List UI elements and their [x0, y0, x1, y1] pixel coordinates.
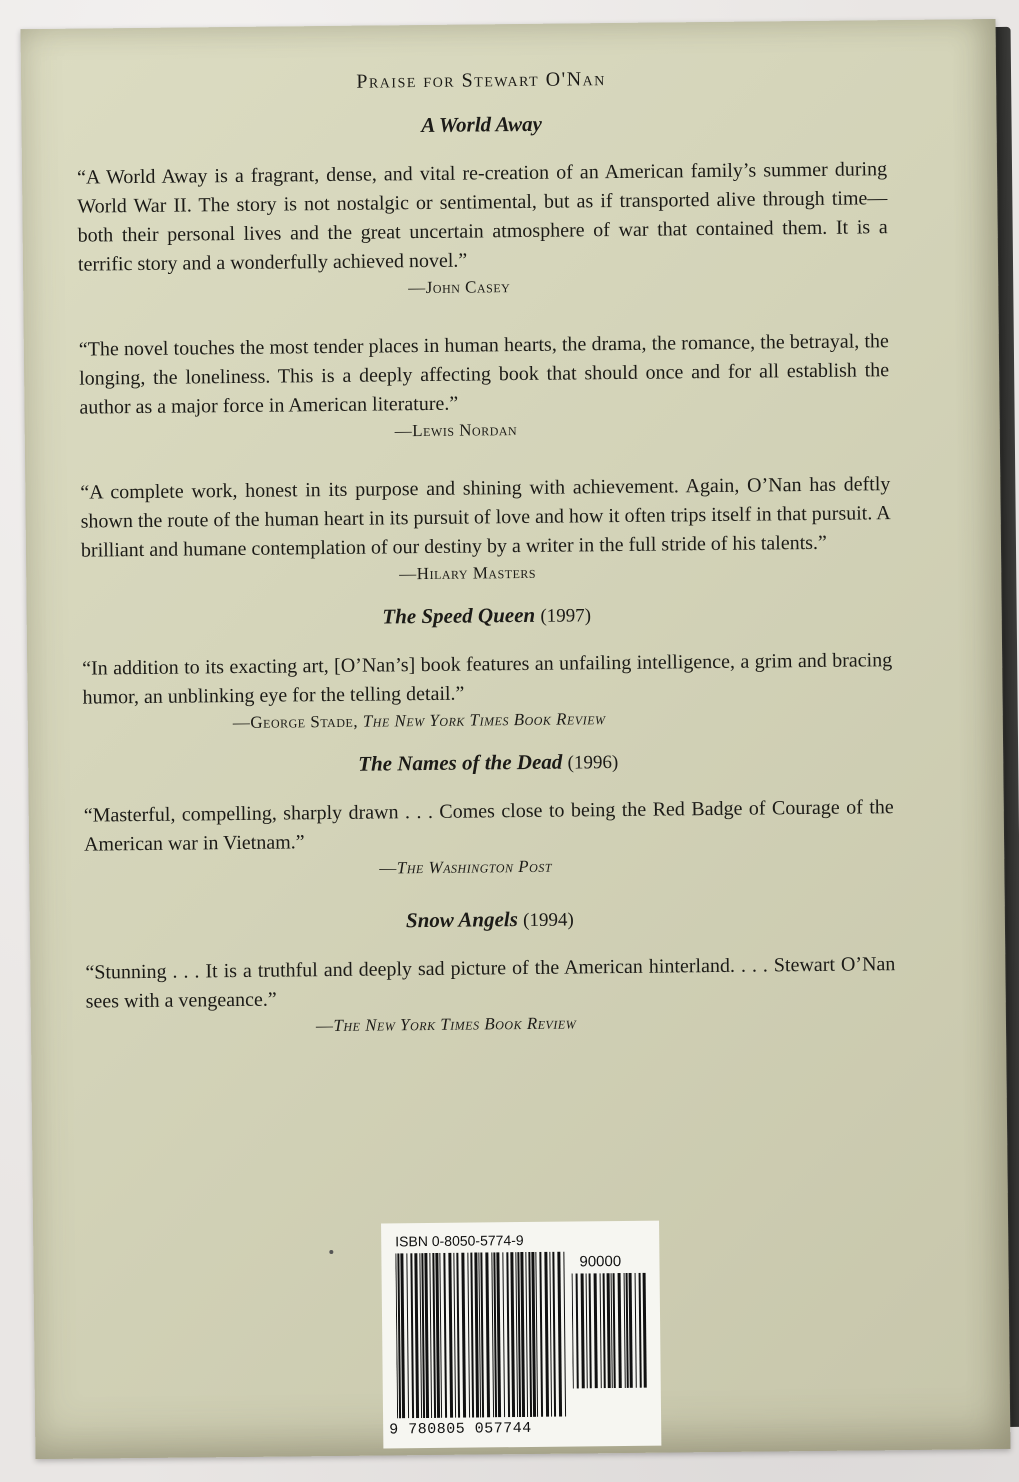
attribution-name: —George Stade,: [232, 711, 363, 733]
barcode-bar: [639, 1273, 642, 1388]
barcode-bar: [618, 1273, 622, 1388]
barcode-bar: [603, 1273, 606, 1388]
quote-lewis-nordan: “The novel touches the most tender places in human hearts, the drama, the romance, the betrayal, the longing, the loneliness. This is a deeply affecting book that should once and for all establish the author as a major force in American literature.”: [78, 330, 890, 419]
praise-header: Praise for Stewart O'Nan: [356, 68, 606, 93]
book-year: (1994): [522, 909, 574, 932]
price-code: 90000: [579, 1253, 622, 1271]
barcode-bar: [549, 1252, 552, 1417]
barcode-bar: [496, 1252, 501, 1417]
book-title-text: Snow Angels: [405, 907, 518, 933]
barcode-bar: [572, 1274, 574, 1389]
barcode-bar: [517, 1252, 521, 1417]
section-title-a-world-away: [76, 108, 886, 141]
barcode-bar: [443, 1253, 447, 1418]
barcode-bar: [531, 1252, 536, 1417]
barcode-bar: [629, 1273, 633, 1388]
barcode-main-bars: [395, 1252, 569, 1419]
barcode-bar: [480, 1252, 484, 1417]
barcode-bar: [525, 1252, 528, 1417]
book-back-cover: [21, 19, 1019, 1464]
barcode-bar: [406, 1253, 409, 1418]
attribution-publication: The Washington Post: [396, 856, 553, 878]
barcode-bar: [510, 1252, 515, 1417]
barcode-bar: [421, 1253, 425, 1418]
barcode-bar: [397, 1253, 401, 1418]
quote-george-stade: “In addition to its exacting art, [O’Nan’s] book features an unfailing intelligence, a grim and bracing humor, an unblinking eye for the telling detail.”: [82, 649, 893, 709]
barcode-bar: [506, 1252, 510, 1417]
barcode-bar: [635, 1273, 637, 1388]
book-year: (1997): [540, 605, 592, 627]
barcode-digits: 9 780805 057744: [389, 1419, 532, 1439]
quote-john-casey: “A World Away is a fragrant, dense, and vital re-creation of an American family’s summer during World War II. The story is not nostalgic or sentimental, but as if transported alive through time—both their personal lives and the great uncertain atmosphere of war that contained them. It is a terrific story and a wonderfully achieved novel.”: [76, 158, 888, 276]
barcode-bar: [544, 1252, 549, 1417]
book-year: (1996): [567, 752, 619, 774]
barcode-bar: [453, 1253, 456, 1418]
barcode-bar: [493, 1252, 497, 1417]
barcode-bar: [624, 1273, 626, 1388]
attribution-lewis-nordan: —Lewis Nordan: [394, 420, 518, 441]
barcode-label: [381, 1221, 661, 1449]
barcode-bar: [643, 1273, 647, 1388]
barcode-bar: [424, 1253, 429, 1418]
quote-washington-post: “Masterful, compelling, sharply drawn . . . Comes close to being the Red Badge of Courage of the American war in Vietnam.”: [83, 796, 894, 856]
barcode-bar: [456, 1253, 460, 1418]
barcode-bar: [557, 1252, 562, 1417]
barcode-bar: [400, 1253, 405, 1418]
barcode-bar: [613, 1273, 616, 1388]
praise-content: [76, 65, 896, 1072]
barcode-bar: [611, 1273, 613, 1388]
barcode-bar: [485, 1252, 490, 1417]
barcode-bar: [581, 1273, 585, 1388]
section-title-the-speed-queen: [82, 599, 892, 632]
barcode-addon-bars: [572, 1273, 651, 1389]
book-title-text: A World Away: [421, 111, 542, 138]
section-title-snow-angels: [85, 903, 895, 936]
isbn-number: ISBN 0-8050-5774-9: [395, 1232, 524, 1250]
barcode-bar: [470, 1253, 474, 1418]
barcode-bar: [410, 1253, 414, 1418]
speck: [329, 1250, 333, 1254]
attribution-hilary-masters: —Hilary Masters: [399, 562, 537, 584]
quote-nyt-book-review: “Stunning . . . It is a truthful and deeply sad picture of the American hinterland. . . . Stewart O’Nan sees with a vengeance.”: [85, 953, 896, 1013]
barcode-bar: [594, 1273, 598, 1388]
barcode-bar: [448, 1253, 453, 1418]
attribution-publication: The New York Times Book Review: [333, 1013, 577, 1035]
barcode-bar: [429, 1253, 432, 1418]
barcode-bar: [576, 1273, 579, 1388]
quote-hilary-masters: “A complete work, honest in its purpose and shining with achievement. Again, O’Nan has deftly shown the route of the human heart in its pursuit of love and how it often trips itself in that pursuit. A brilliant and humane contemplation of our destiny by a writer in the full stride of his talents.”: [80, 473, 891, 562]
attribution-name: —: [315, 1016, 334, 1036]
section-title-the-names-of-the-dead: [83, 746, 893, 779]
barcode-bar: [435, 1253, 440, 1418]
barcode-bar: [520, 1252, 525, 1417]
barcode-bar: [528, 1252, 532, 1417]
barcode-bar: [586, 1273, 588, 1388]
barcode-bar: [539, 1252, 543, 1417]
barcode-bar: [461, 1253, 466, 1418]
barcode-bar: [589, 1273, 592, 1388]
barcode-bar: [552, 1252, 556, 1417]
attribution-publication: The New York Times Book Review: [362, 709, 606, 731]
barcode-bar: [474, 1253, 479, 1418]
barcode-bar: [600, 1273, 602, 1388]
barcode-bar: [414, 1253, 419, 1418]
attribution-name: —: [379, 858, 397, 878]
cover-panel: [21, 19, 1011, 1459]
book-title-text: The Speed Queen: [382, 602, 536, 629]
attribution-john-casey: —John Casey: [408, 277, 511, 298]
barcode-bar: [626, 1273, 629, 1388]
barcode-bar: [502, 1252, 505, 1417]
barcode-bar: [563, 1252, 566, 1417]
barcode-bar: [467, 1253, 470, 1418]
book-title-text: The Names of the Dead: [358, 749, 563, 776]
barcode-bar: [607, 1273, 611, 1388]
barcode-bar: [432, 1253, 436, 1418]
